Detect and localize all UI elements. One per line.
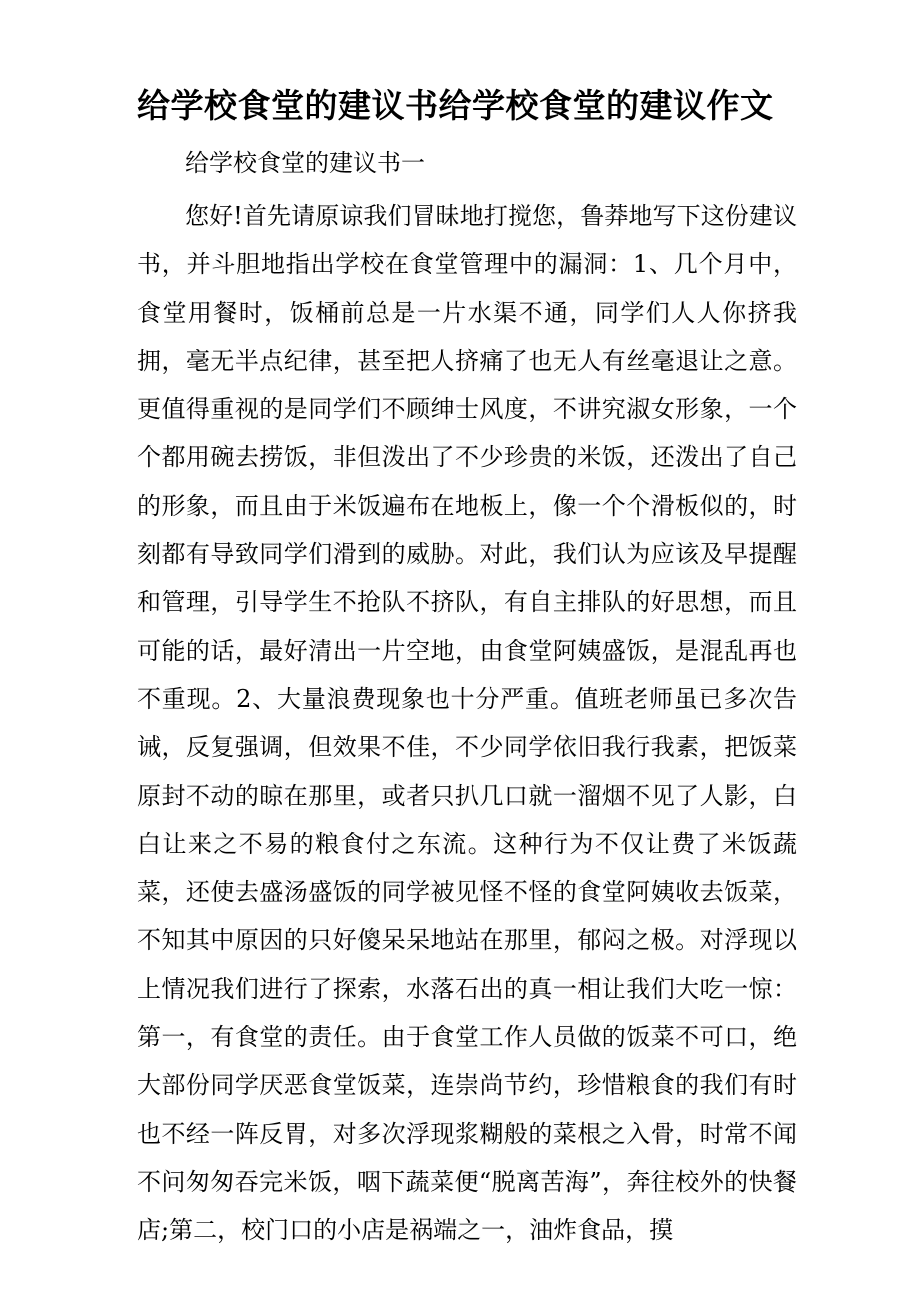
body-paragraph: 您好!首先请原谅我们冒昧地打搅您，鲁莽地写下这份建议书，并斗胆地指出学校在食堂管理中的漏洞：1、几个月中，食堂用餐时，饭桶前总是一片水渠不通，同学们人人你挤我拥，毫无半点纪律，甚至把人挤痛了也无人有丝毫退让之意。更值得重视的是同学们不顾绅士风度，不讲究淑女形象，一个个都用碗去捞饭，非但泼出了不少珍贵的米饭，还泼出了自己的形象，而且由于米饭遍布在地板上，像一个个滑板似的，时刻都有导致同学们滑到的威胁。对此，我们认为应该及早提醒和管理，引导学生不抢队不挤队，有自主排队的好思想，而且可能的话，最好清出一片空地，由食堂阿姨盛饭，是混乱再也不重现。2、大量浪费现象也十分严重。值班老师虽已多次告诫，反复强调，但效果不佳，不少同学依旧我行我素，把饭菜原封不动的晾在那里，或者只扒几口就一溜烟不见了人影，白白让来之不易的粮食付之东流。这种行为不仅让费了米饭蔬菜，还使去盛汤盛饭的同学被见怪不怪的食堂阿姨收去饭菜，不知其中原因的只好傻呆呆地站在那里，郁闷之极。对浮现以上情况我们进行了探索，水落石出的真一相让我们大吃一惊：第一，有食堂的责任。由于食堂工作人员做的饭菜不可口，绝大部份同学厌恶食堂饭菜，连崇尚节约，珍惜粮食的我们有时也不经一阵反胃，对多次浮现浆糊般的菜根之入骨，时常不闻不问匆匆吞完米饭，咽下蔬菜便“脱离苦海”，奔往校外的快餐店;第二，校门口的小店是祸端之一，油炸食品，摸 (137, 202, 797, 1245)
section-heading: 给学校食堂的建议书一 (185, 149, 425, 177)
document-page (137, 78, 797, 1255)
document-title: 给学校食堂的建议书给学校食堂的建议作文 (137, 86, 774, 125)
